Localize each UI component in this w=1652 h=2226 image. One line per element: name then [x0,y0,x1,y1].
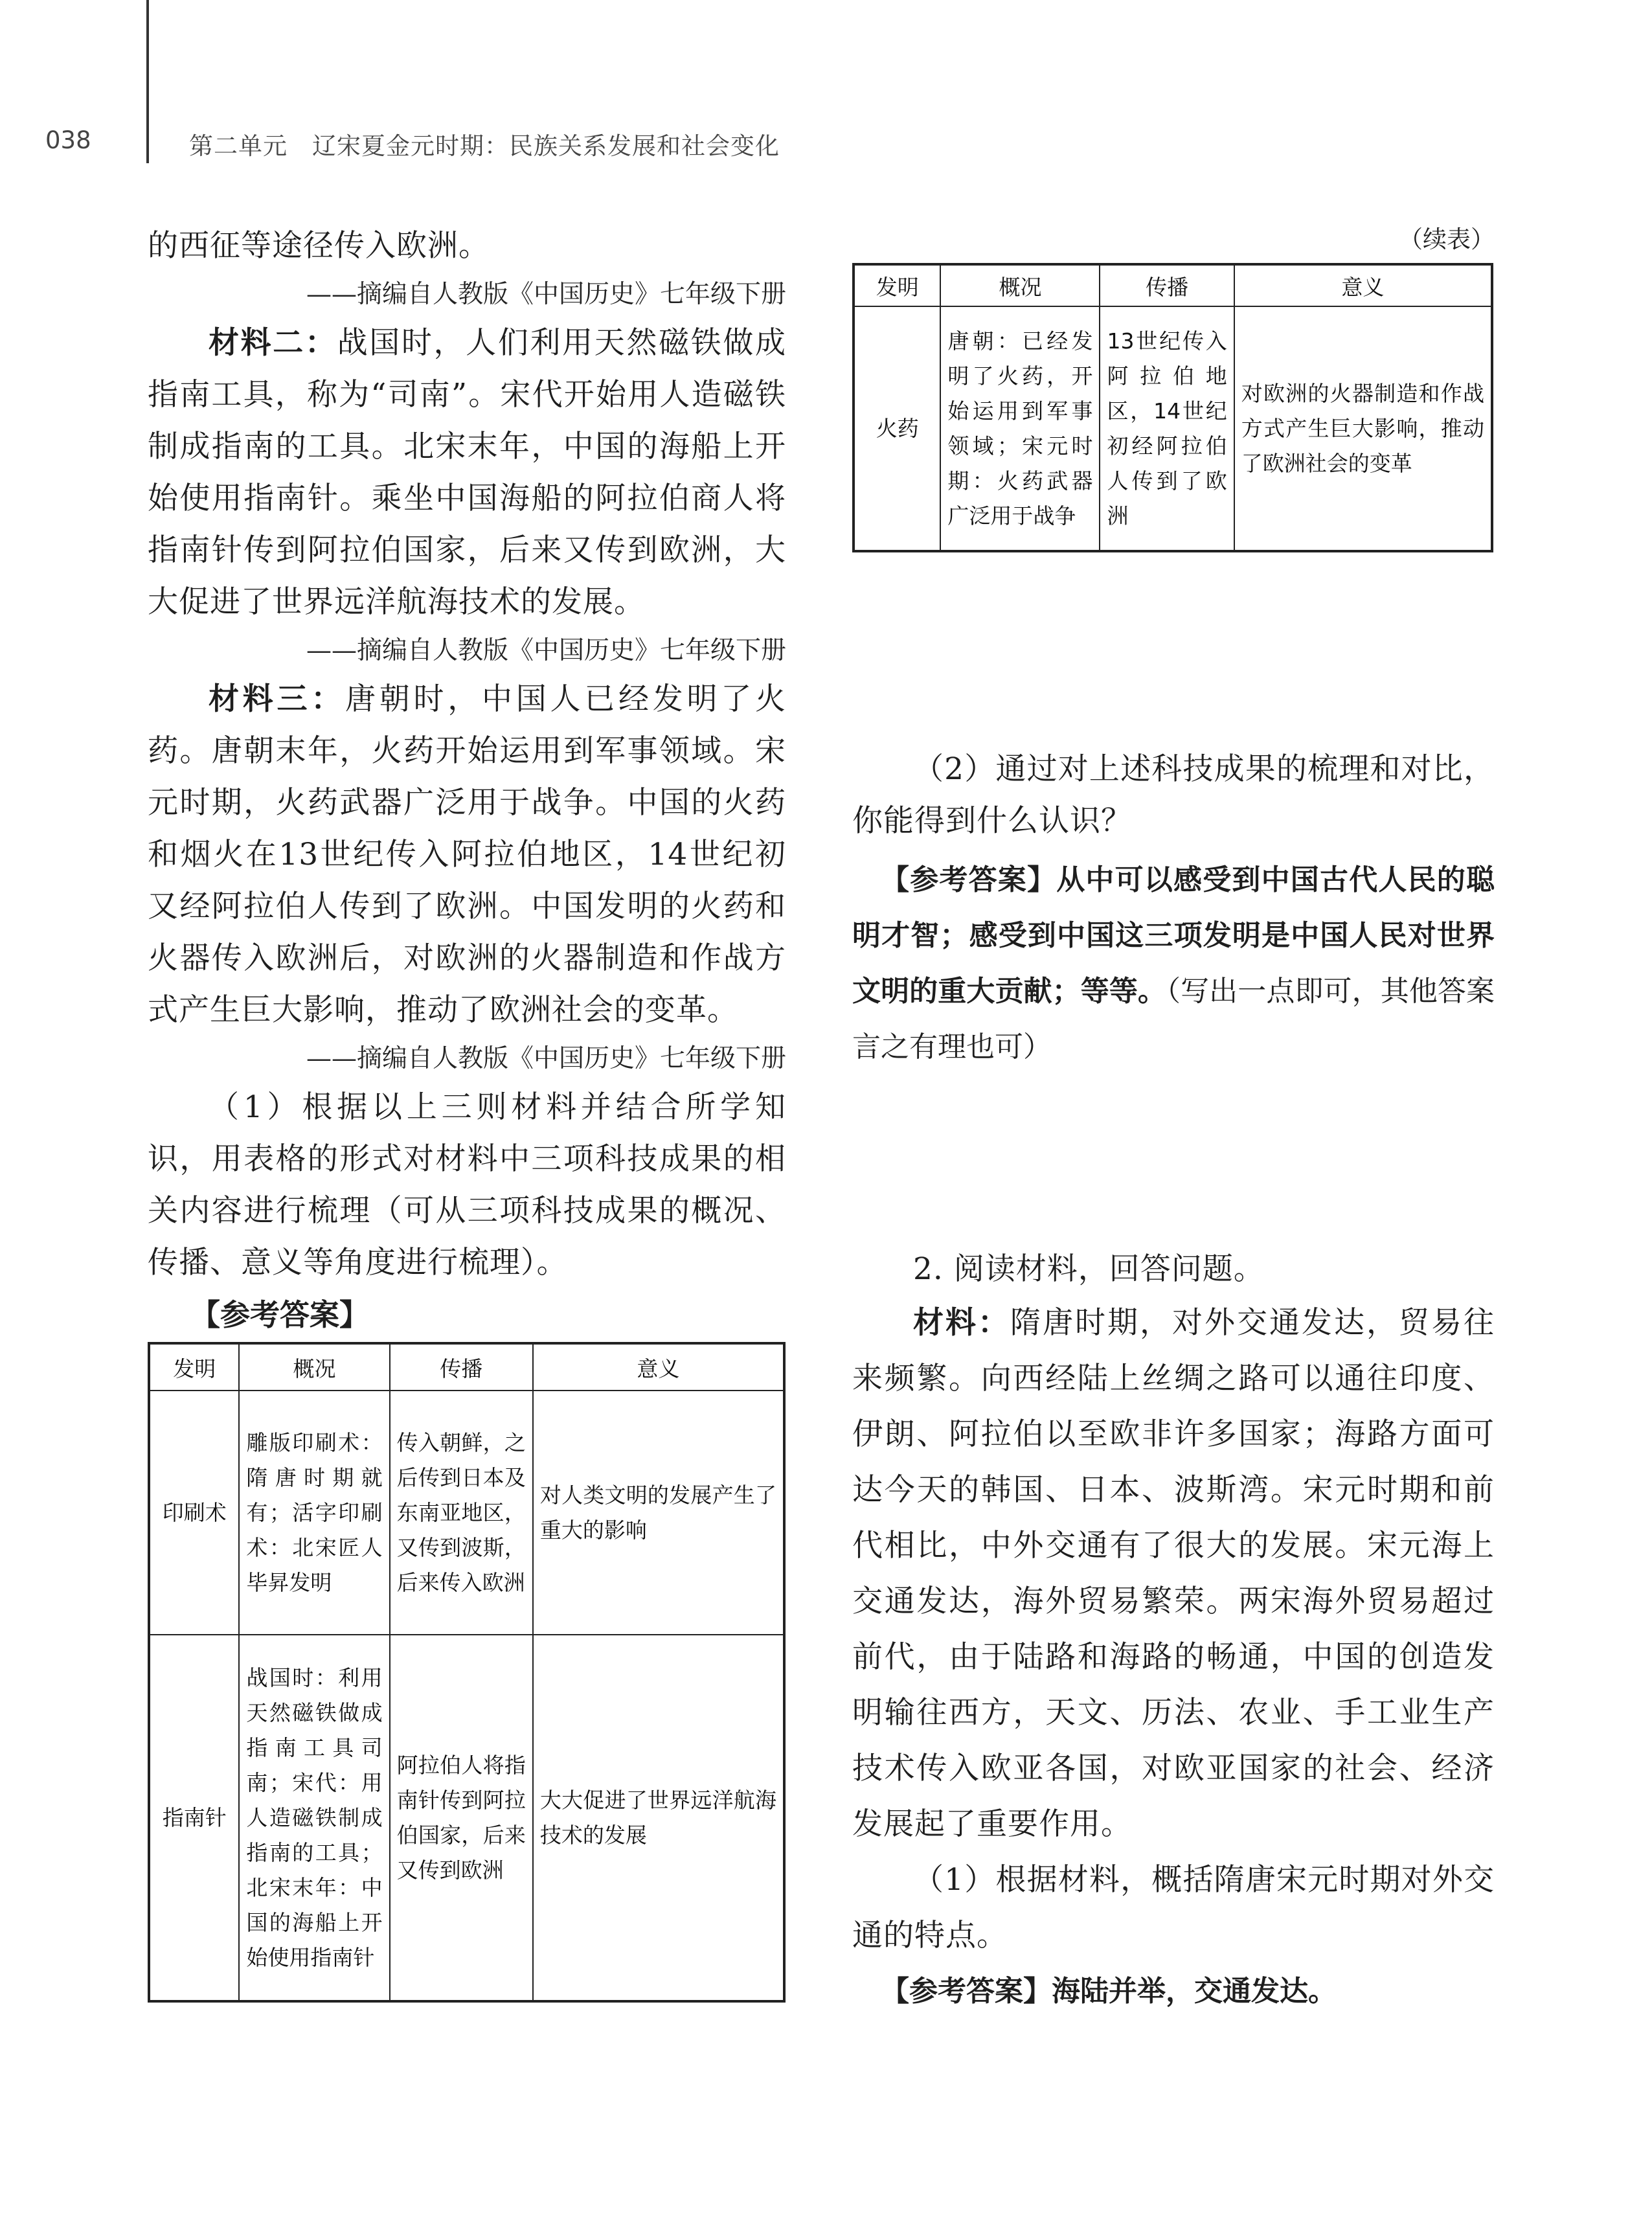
header-cell: 传播 [390,1343,533,1391]
continued-paragraph: 的西征等途径传入欧洲。 [148,228,490,264]
material-label: 材料： [913,1305,1010,1341]
material-two-label: 材料二： [209,325,337,361]
header-cell: 意义 [1234,264,1492,306]
unit-title: 第二单元 辽宋夏金元时期：民族关系发展和社会变化 [189,132,780,160]
page-number: 038 [45,126,91,154]
header-cell: 概况 [239,1343,389,1391]
header-cell: 意义 [533,1343,784,1391]
answer-two-text: 从中可以感受到中国古代人民的聪明才智；感受到中国这三项发明是中国人民对世界文明的重大贡献；等等。 [852,863,1495,1008]
exercise-material [852,1295,1495,1852]
exercise-two-title: 2. 阅读材料，回答问题。 [913,1251,1265,1287]
continued-label: （续表） [1399,225,1495,253]
overview-cell: 战国时：利用天然磁铁做成指南工具司南；宋代：用人造磁铁制成指南的工具；北宋末年：中国的海船上开始使用指南针 [239,1635,389,2001]
material-two [148,317,786,628]
material-two-text: 战国时，人们利用天然磁铁做成指南工具，称为“司南”。宋代开始用人造磁铁制成指南的工具。北宋末年，中国的海船上开始使用指南针。乘坐中国海船的阿拉伯商人将指南针传到阿拉伯国家，后来又传到欧洲，大大促进了世界远洋航海技术的发展。 [148,325,787,620]
material-three-text: 唐朝时，中国人已经发明了火药。唐朝末年，火药开始运用到军事领域。宋元时期，火药武器广泛用于战争。中国的火药和烟火在13世纪传入阿拉伯地区，14世纪初又经阿拉伯人传到了欧洲。中国发明的火药和火器传入欧洲后，对欧洲的火器制造和作战方式产生巨大影响，推动了欧洲社会的变革。 [148,681,786,1028]
header-cell: 发明 [854,264,940,306]
spread-cell: 阿拉伯人将指南针传到阿拉伯国家，后来又传到欧洲 [390,1635,533,2001]
left-column [148,220,786,2003]
overview-cell: 唐朝：已经发明了火药，开始运用到军事领域；宋元时期：火药武器广泛用于战争 [940,306,1100,551]
table-header-row [854,264,1492,306]
header-rule [146,0,149,163]
table-row [854,306,1492,551]
answer-label: 【参考答案】 [190,1297,369,1332]
table-row [149,1635,784,2001]
significance-cell: 对欧洲的火器制造和作战方式产生巨大影响，推动了欧洲社会的变革 [1234,306,1492,551]
answer-two-label: 【参考答案】 [881,863,1057,896]
question-two: （2）通过对上述科技成果的梳理和对比，你能得到什么认识？ [852,751,1495,839]
table-header-row [149,1343,784,1391]
exercise-two [852,1244,1495,2019]
significance-cell: 大大促进了世界远洋航海技术的发展 [533,1635,784,2001]
question-two-block [852,744,1495,1075]
answer-two-note: （写出一点即可，其他答案言之有理也可） [852,975,1495,1063]
header-cell: 概况 [940,264,1100,306]
inventions-table [148,1342,786,2003]
question-one: （1）根据以上三则材料并结合所学知识，用表格的形式对材料中三项科技成果的相关内容进行梳理（可从三项科技成果的概况、传播、意义等角度进行梳理）。 [148,1089,786,1280]
header-cell: 发明 [149,1343,239,1391]
answer-two [852,852,1495,1075]
material-three-label: 材料三： [209,681,345,717]
overview-cell: 雕版印刷术：隋唐时期就有；活字印刷术：北宋匠人毕昇发明 [239,1391,389,1635]
header-cell: 传播 [1100,264,1234,306]
invention-cell: 指南针 [149,1635,239,2001]
spread-cell: 传入朝鲜，之后传到日本及东南亚地区，又传到波斯，后来传入欧洲 [390,1391,533,1635]
answer-two-one-text: 海陆并举，交通发达。 [1052,1975,1337,2008]
right-column [852,220,1495,2008]
table-row [149,1391,784,1635]
source-citation: ——摘编自人教版《中国历史》七年级下册 [306,1044,786,1073]
spread-cell: 13世纪传入阿拉伯地区，14世纪初经阿拉伯人传到了欧洲 [1100,306,1234,551]
answer-two-one [852,1964,1495,2019]
significance-cell: 对人类文明的发展产生了重大的影响 [533,1391,784,1635]
invention-cell: 印刷术 [149,1391,239,1635]
inventions-table-continued [852,263,1493,552]
material-text: 隋唐时期，对外交通发达，贸易往来频繁。向西经陆上丝绸之路可以通往印度、伊朗、阿拉伯以至欧非许多国家；海路方面可达今天的韩国、日本、波斯湾。宋元时期和前代相比，中外交通有了很大的发展。宋元海上交通发达，海外贸易繁荣。两宋海外贸易超过前代，由于陆路和海路的畅通，中国的创造发明输往西方，天文、历法、农业、手工业生产技术传入欧亚各国，对欧亚国家的社会、经济发展起了重要作用。 [852,1305,1495,1842]
material-three [148,674,786,1036]
answer-two-one-label: 【参考答案】 [881,1975,1052,2008]
question-two-one: （1）根据材料，概括隋唐宋元时期对外交通的特点。 [852,1862,1495,1953]
source-citation: ——摘编自人教版《中国历史》七年级下册 [306,280,786,309]
invention-cell: 火药 [854,306,940,551]
source-citation: ——摘编自人教版《中国历史》七年级下册 [306,636,786,665]
